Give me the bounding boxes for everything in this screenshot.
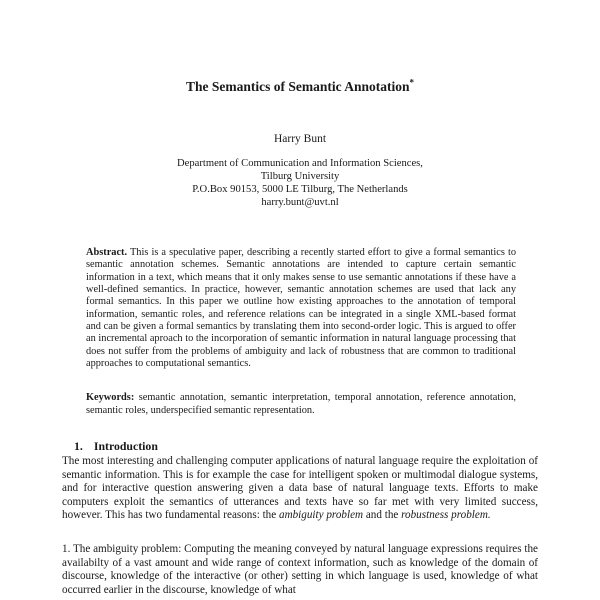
keywords-label: Keywords: (86, 392, 135, 403)
keywords-text: semantic annotation, semantic interpretation, temporal annotation, reference annotation, semantic roles, underspecified semantic representation. (86, 392, 516, 416)
affiliation-university: Tilburg University (260, 171, 340, 182)
ambiguity-problem-italic: ambiguity problem (279, 509, 364, 522)
section-1-heading (74, 439, 158, 453)
affiliation-block (0, 157, 600, 209)
abstract-label: Abstract. (86, 247, 128, 258)
intro-paragraph-1-connector: and the (363, 509, 402, 522)
intro-paragraph-1 (62, 455, 538, 523)
affiliation-address: P.O.Box 90153, 5000 LE Tilburg, The Netherlands (192, 184, 408, 195)
abstract-paragraph (86, 247, 516, 370)
paper-title-text: The Semantics of Semantic Annotation (185, 79, 410, 94)
intro-paragraph-1-text: The most interesting and challenging computer applications of natural language require the exploitation of semantic information. This is for example the case for intelligent spoken or multimodal dialogue systems, and for interactive question answering given a data base of natural language texts. Efforts to make computers exploit the semantics of utterances and texts have so far met with very limited success, however. This has two fundamental reasons: the (62, 455, 538, 522)
keywords-paragraph (86, 391, 516, 417)
affiliation-department: Department of Communication and Information Sciences, (177, 158, 423, 169)
intro-paragraph-2: 1. The ambiguity problem: Computing the meaning conveyed by natural language expressions requires the availabilty of a vast amount and wide range of context information, such as knowledge of the domain of discourse, knowledge of the interactive (or other) setting in which language is used, knowledge of what occurred earlier in the discourse, knowledge of what (62, 543, 538, 596)
robustness-problem-italic: robustness problem. (401, 509, 491, 522)
abstract-text: This is a speculative paper, describing a recently started effort to give a formal semantics to semantic annotation schemes. Semantic annotations are intended to capture certain semantic information in a text, which means that it only makes sense to use semantic annotations if these have a well-defined semantics. In practice, however, semantic annotation schemes are used that lack any formal semantics. In this paper we outline how existing approaches to the annotation of temporal information, semantic roles, and reference relations can be integrated in a single XML-based format and can be given a formal semantics by translating them into second-order logic. This is argued to offer an incremental aproach to the incorporation of semantic information in natural language processing that does not suffer from the problems of ambiguity and lack of robustness that are common to traditional approaches to computational semantics. (86, 247, 516, 370)
title-footnote-marker: * (409, 77, 414, 88)
paper-title (0, 78, 600, 96)
section-1-number: 1. (74, 439, 83, 453)
author-name: Harry Bunt (273, 133, 327, 145)
section-1-title: Introduction (93, 439, 158, 453)
author-email: harry.bunt@uvt.nl (261, 197, 339, 208)
